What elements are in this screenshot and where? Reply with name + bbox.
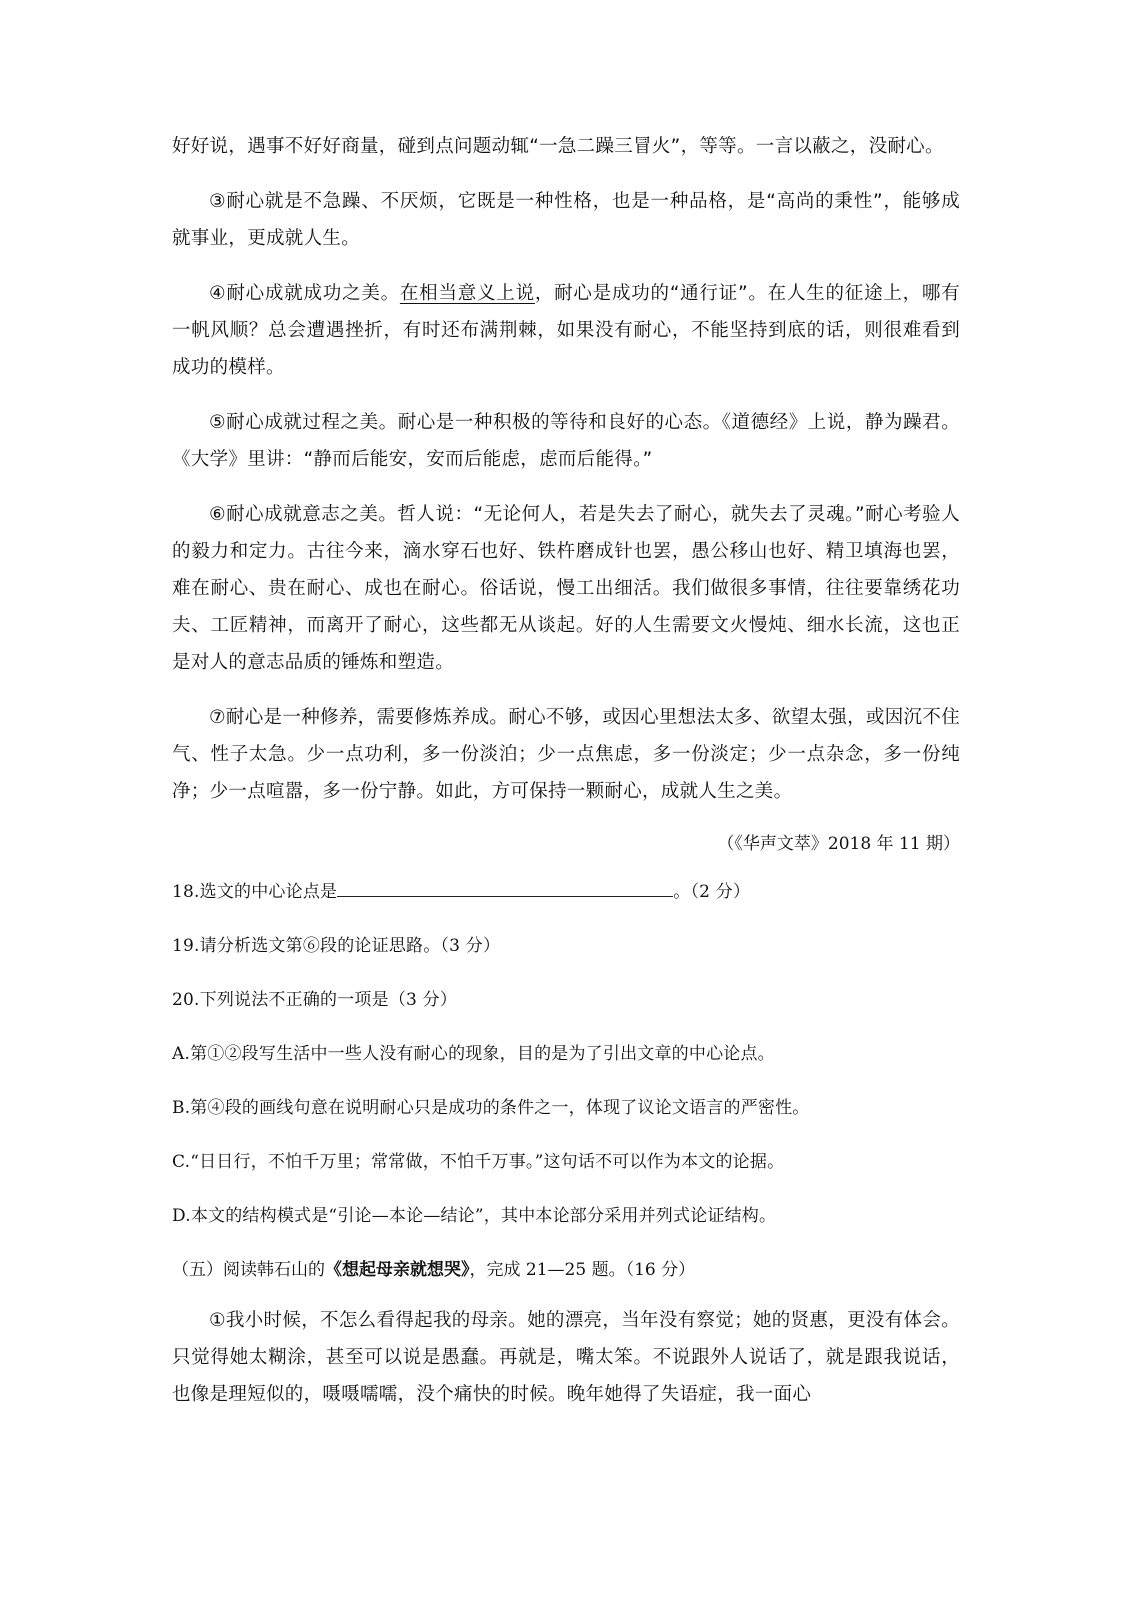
question-20: 20.下列说法不正确的一项是（3 分） — [172, 990, 458, 1010]
answer-blank[interactable] — [337, 878, 673, 897]
paragraph-2-continuation: 好好说，遇事不好好商量，碰到点问题动辄“一急二躁三冒火”，等等。一言以蔽之，没耐心。 — [172, 136, 944, 157]
underlined-sentence: 在相当意义上说 — [399, 283, 535, 304]
question-18-text: 18.选文的中心论点是 — [172, 882, 338, 902]
paragraph-4 — [172, 275, 960, 386]
question-18-score: 。（2 分） — [673, 882, 751, 902]
section-5-title: 《想起母亲就想哭》 — [325, 1260, 470, 1280]
section-5-heading — [172, 1254, 960, 1286]
paragraph-4-start: ④耐心成就成功之美。 — [209, 283, 400, 304]
document-page — [172, 128, 960, 1431]
question-18 — [172, 876, 960, 908]
section-5-prefix: （五）阅读韩石山的 — [172, 1260, 325, 1280]
paragraph-5: ⑤耐心成就过程之美。耐心是一种积极的等待和良好的心态。《道德经》上说，静为躁君。《大学》里讲：“静而后能安，安而后能虑，虑而后能得。” — [172, 412, 960, 470]
paragraph-7: ⑦耐心是一种修养，需要修炼养成。耐心不够，或因心里想法太多、欲望太强，或因沉不住气、性子太急。少一点功利，多一份淡泊；少一点焦虑，多一份淡定；少一点杂念，多一份纯净；少一点喧嚣，多一份宁静。如此，方可保持一颗耐心，成就人生之美。 — [172, 707, 960, 802]
option-b: B.第④段的画线句意在说明耐心只是成功的条件之一，体现了议论文语言的严密性。 — [172, 1098, 810, 1118]
option-d: D.本文的结构模式是“引论—本论—结论”，其中本论部分采用并列式论证结构。 — [172, 1206, 777, 1226]
paragraph-4-rest: ，耐心是成功的“通行证”。在人生的征途上，哪有一帆风顺？总会遭遇挫折，有时还布满荆棘，如果没有耐心，不能坚持到底的话，则很难看到成功的模样。 — [172, 283, 960, 378]
question-19: 19.请分析选文第⑥段的论证思路。（3 分） — [172, 936, 501, 956]
section-5-suffix: ，完成 21—25 题。（16 分） — [469, 1260, 696, 1280]
paragraph-3: ③耐心就是不急躁、不厌烦，它既是一种性格，也是一种品格，是“高尚的秉性”，能够成就事业，更成就人生。 — [172, 191, 960, 249]
article-source: （《华声文萃》2018 年 11 期） — [717, 834, 960, 854]
option-c: C.“日日行，不怕千万里；常常做，不怕千万事。”这句话不可以作为本文的论据。 — [172, 1152, 785, 1172]
option-a: A.第①②段写生活中一些人没有耐心的现象，目的是为了引出文章的中心论点。 — [172, 1044, 775, 1064]
paragraph-6: ⑥耐心成就意志之美。哲人说：“无论何人，若是失去了耐心，就失去了灵魂。”耐心考验人的毅力和定力。古往今来，滴水穿石也好、铁杵磨成针也罢，愚公移山也好、精卫填海也罢，难在耐心、贵在耐心、成也在耐心。俗话说，慢工出细活。我们做很多事情，往往要靠绣花功夫、工匠精神，而离开了耐心，这些都无从谈起。好的人生需要文火慢炖、细水长流，这也正是对人的意志品质的锤炼和塑造。 — [172, 504, 960, 673]
mother-paragraph-1: ①我小时候，不怎么看得起我的母亲。她的漂亮，当年没有察觉；她的贤惠，更没有体会。只觉得她太糊涂，甚至可以说是愚蠢。再就是，嘴太笨。不说跟外人说话了，就是跟我说话，也像是理短似的，嗫嗫嚅嚅，没个痛快的时候。晚年她得了失语症，我一面心 — [172, 1310, 960, 1405]
